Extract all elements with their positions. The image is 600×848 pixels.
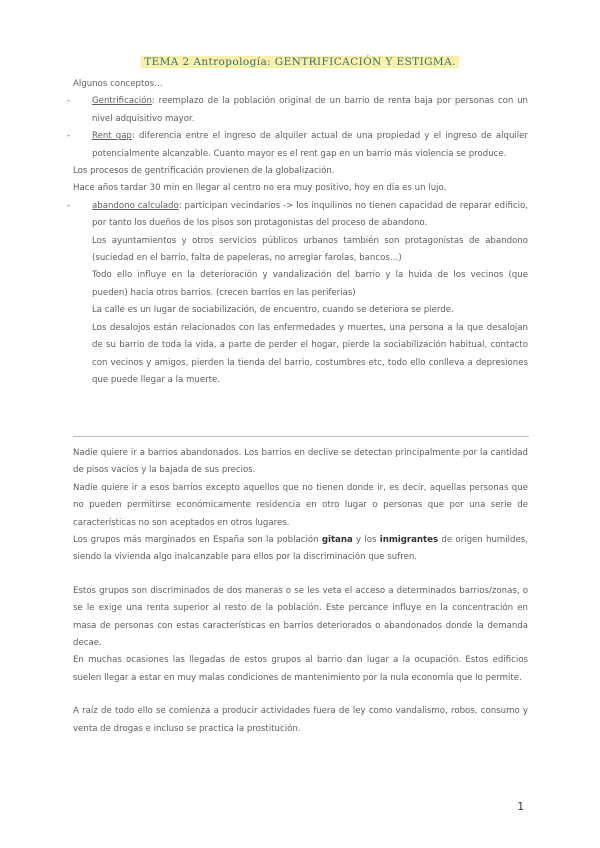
title-container	[0, 50, 600, 69]
abandono-sub-paragraph: Los desalojos están relacionados con las enfermedades y muertes, una persona a la que desalojan de su barrio de toda la vida, a parte de perder el hogar, pierde la sociabilización habitual, contacto con vecinos y amigos, pierden la tienda del barrio, costumbres etc, todo ello conlleva a depresiones que puede llegar a la muerte.	[92, 322, 528, 385]
definition-text: : diferencia entre el ingreso de alquiler actual de una propiedad y el ingreso de alquiler potencialmente alcanzable. Cuanto mayor es el rent gap en un barrio más violencia se produce.	[92, 131, 528, 159]
page-number: 1	[517, 801, 524, 813]
definition-rent-gap	[73, 128, 528, 163]
paragraph-raiz: A raíz de todo ello se comienza a producir actividades fuera de ley como vandalismo, robos, consumo y venta de drogas e incluso se practica la prostitución.	[73, 706, 528, 734]
text-span: y los	[352, 535, 380, 546]
spacer	[73, 687, 528, 703]
abandono-sub-paragraph: Todo ello influye en la deterioración y vandalización del barrio y la huida de los vecinos (que pueden) hacia otros barrios. (crecen barrios en las periferias)	[92, 270, 528, 298]
paragraph-ocupacion: En muchas ocasiones las llegadas de estos grupos al barrio dan lugar a la ocupación. Estos edificios suelen llegar a estar en muy malas condiciones de mantenimiento por la nula economía que lo permite.	[73, 655, 528, 683]
document-body	[73, 76, 528, 389]
term-abandono: abandono calculado	[92, 200, 179, 211]
section-divider	[73, 436, 529, 437]
paragraph-discriminados: Estos grupos son discriminados de dos maneras o se les veta el acceso a determinados barrios/zonas, o se le exige una renta superior al resto de la población. Este percance influye en la concentración en masa de personas con estas características en barrios deteriorados o abandonados donde la demanda decae.	[73, 585, 528, 649]
paragraph-nadie-quiere-2: Nadie quiere ir a esos barrios excepto aquellos que no tienen donde ir, es decir, aquellas personas que no pueden permitirse económicamente residencia en otro lugar o personas que por una serie de características no son aceptados en otros lugares.	[73, 482, 528, 528]
page-title: TEMA 2 Antropología: GENTRIFICACIÓN Y ESTIGMA.	[141, 56, 459, 68]
definition-text: : participan vecindarios -> los inquilinos no tienen capacidad de reparar edificio, por tanto los dueños de los pisos son protagonistas del proceso de abandono.	[92, 200, 528, 229]
paragraph-nadie-quiere: Nadie quiere ir a barrios abandonados. Los barrios en declive se detectan principalmente por la cantidad de pisos vacíos y la bajada de sus precios.	[73, 448, 528, 476]
term-gentrificacion: Gentrificación	[92, 96, 152, 107]
intro-line: Algunos conceptos…	[73, 79, 163, 89]
document-body-lower	[73, 445, 528, 738]
bold-inmigrantes: inmigrantes	[379, 535, 439, 546]
term-rent-gap: Rent gap	[92, 131, 132, 142]
abandono-sub-paragraph: La calle es un lugar de sociabilización, de encuentro, cuando se deteriora se pierde.	[92, 305, 454, 316]
spacer	[73, 567, 528, 583]
definition-text: : reemplazo de la población original de un barrio de renta baja por personas con un nivel adquisitivo mayor.	[92, 96, 528, 124]
definition-abandono	[73, 198, 528, 233]
definition-gentrificacion	[73, 93, 528, 128]
bold-gitana: gitana	[321, 535, 353, 546]
paragraph-globalizacion: Los procesos de gentrificación provienen de la globalización.	[73, 166, 335, 177]
text-span: Los grupos más marginados en España son la población	[73, 535, 322, 546]
paragraph-grupos	[73, 532, 528, 567]
text-span: de origen humildes, siendo la vivienda algo inalcanzable para ellos por la discriminación que sufren.	[73, 535, 529, 563]
paragraph-hace-anos: Hace años tardar 30 min en llegar al centro no era muy positivo, hoy en día es un lujo.	[73, 183, 447, 194]
abandono-sub-paragraph: Los ayuntamientos y otros servicios públicos urbanos también son protagonistas de abandono (suciedad en el barrio, falta de papeleras, no arreglar farolas, bancos…)	[92, 235, 528, 264]
